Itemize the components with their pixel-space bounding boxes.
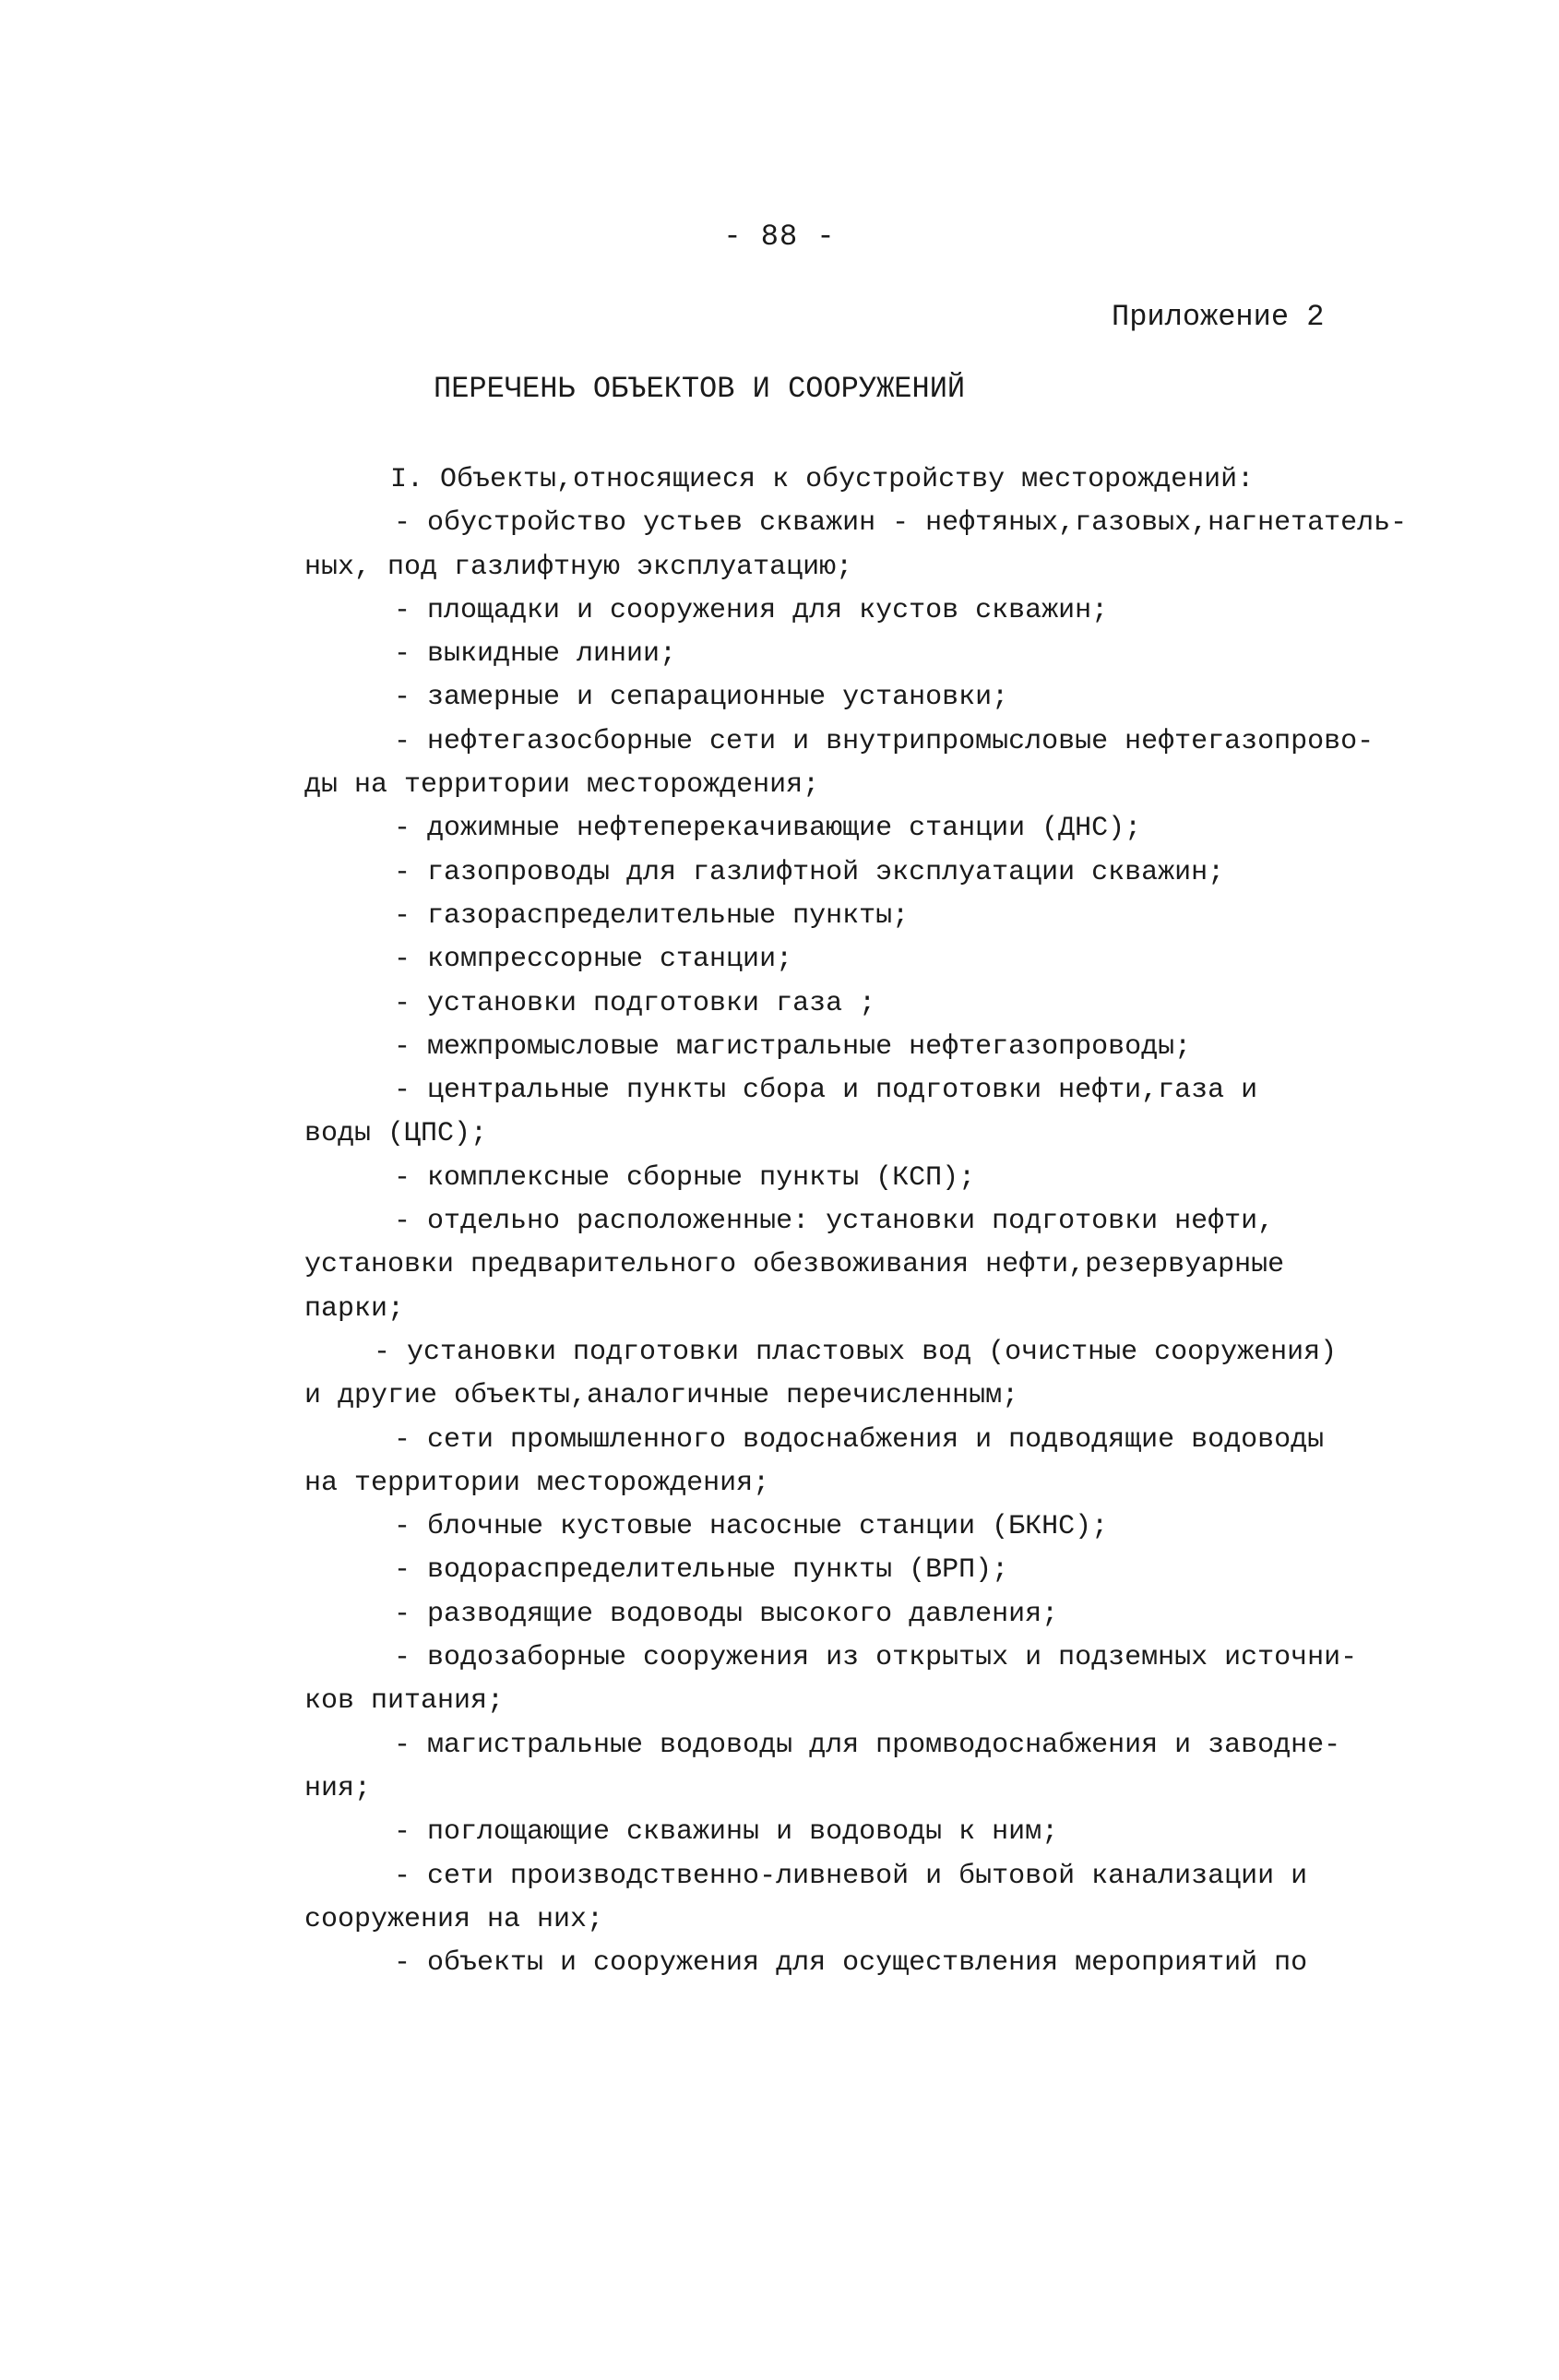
page-number: - 88 - [723, 220, 836, 254]
text-line: ков питания; [304, 1685, 505, 1718]
text-line: - установки подготовки пластовых вод (очистные сооружения) [374, 1336, 1338, 1368]
text-line: - комплексные сборные пункты (КСП); [394, 1161, 976, 1194]
text-line: и другие объекты,аналогичные перечисленным; [304, 1380, 1019, 1412]
text-line: - сети промышленного водоснабжения и подводящие водоводы [394, 1423, 1325, 1456]
text-line: - дожимные нефтеперекачивающие станции (ДНС); [394, 813, 1142, 845]
text-line: - установки подготовки газа ; [394, 987, 876, 1019]
text-line: - отдельно расположенные: установки подготовки нефти, [394, 1206, 1275, 1238]
text-line: - объекты и сооружения для осуществления мероприятий по [394, 1947, 1308, 1980]
text-line: ды на территории месторождения; [304, 769, 820, 802]
text-line: воды (ЦПС); [304, 1118, 488, 1150]
document-heading: ПЕРЕЧЕНЬ ОБЪЕКТОВ И СООРУЖЕНИЙ [434, 372, 966, 406]
text-line: - разводящие водоводы высокого давления; [394, 1598, 1059, 1630]
text-line: - замерные и сепарационные установки; [394, 682, 1009, 714]
body-text [304, 458, 1458, 1985]
text-line: - нефтегазосборные сети и внутрипромысловые нефтегазопрово- [394, 725, 1375, 757]
text-line: - водораспределительные пункты (ВРП); [394, 1554, 1009, 1587]
text-line: ных, под газлифтную эксплуатацию; [304, 551, 853, 583]
text-line: парки; [304, 1292, 405, 1325]
text-line: сооружения на них; [304, 1903, 604, 1935]
text-line: установки предварительного обезвоживания нефти,резервуарные [304, 1249, 1285, 1281]
text-line: на территории месторождения; [304, 1467, 770, 1499]
text-line: - выкидные линии; [394, 638, 677, 671]
text-line: - блочные кустовые насосные станции (БКНС); [394, 1511, 1109, 1543]
text-line: - газопроводы для газлифтной эксплуатации скважин; [394, 856, 1225, 888]
text-line: ния; [304, 1772, 372, 1804]
text-line: - газораспределительные пункты; [394, 899, 910, 932]
text-line: - водозаборные сооружения из открытых и подземных источни- [394, 1642, 1358, 1674]
text-line: - обустройство устьев скважин - нефтяных,газовых,нагнетатель- [394, 507, 1408, 540]
appendix-label: Приложение 2 [1112, 300, 1325, 334]
text-line: - межпромысловые магистральные нефтегазопроводы; [394, 1030, 1192, 1063]
text-line: - компрессорные станции; [394, 944, 793, 976]
text-line: - магистральные водоводы для промводоснабжения и заводне- [394, 1729, 1341, 1761]
text-line: - сети производственно-ливневой и бытовой канализации и [394, 1860, 1308, 1892]
text-line: - площадки и сооружения для кустов скважин; [394, 594, 1109, 626]
text-line: I. Объекты,относящиеся к обустройству месторождений: [390, 464, 1255, 495]
text-line: - поглощающие скважины и водоводы к ним; [394, 1816, 1059, 1849]
text-line: - центральные пункты сбора и подготовки нефти,газа и [394, 1075, 1258, 1107]
